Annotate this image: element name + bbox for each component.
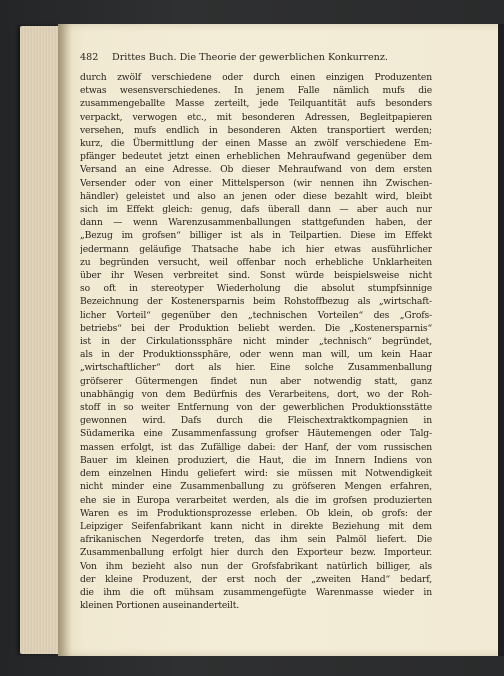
text-line: afrikanischen Negerdorfe treten, das ihm sein Palmöl liefert. Die <box>80 534 432 546</box>
text-line: dem einzelnen Hindu geliefert wird: sie müssen mit Notwendigkeit <box>80 468 432 480</box>
text-line: über ihr Wesen verbreitet sind. Sonst würde beispielsweise nicht <box>80 270 432 282</box>
text-line: händler) geleistet und also an jenen oder diese bezahlt wird, bleibt <box>80 190 432 202</box>
text-line: pfänger bedeutet jetzt einen erheblichen Mehraufwand gegenüber dem <box>80 151 432 163</box>
text-line: kurz, die Übermittlung der einen Masse an zwölf verschiedene Em- <box>80 138 432 150</box>
text-line: „wirtschaftlicher“ dort als hier. Eine solche Zusammenballung <box>80 362 432 374</box>
text-line: gewonnen wird. Dafs durch die Fleischextraktkompagnien in <box>80 415 432 427</box>
text-line: sich im Effekt gleich: genug, dafs überall dann — aber auch nur <box>80 204 432 216</box>
text-line: ist in der Cirkulationssphäre nicht minder „technisch“ begründet, <box>80 336 432 348</box>
text-line: Versender oder von einer Mittelsperson (wir nennen ihn Zwischen- <box>80 177 432 189</box>
text-line: licher Vorteil“ gegenüber den „technischen Vorteilen“ des „Grofs- <box>80 309 432 321</box>
text-line: als in der Produktionssphäre, oder wenn man will, um kein Haar <box>80 349 432 361</box>
text-line: Bauer im kleinen produziert, die Haut, die im Innern Indiens von <box>80 454 432 466</box>
text-line: der kleine Produzent, der erst noch der „zweiten Hand“ bedarf, <box>80 573 432 585</box>
text-line: betriebs“ bei der Produktion beliebt werden. Die „Kostenersparnis“ <box>80 322 432 334</box>
text-line: Leipziger Seifenfabrikant kann nicht in direkte Beziehung mit dem <box>80 520 432 532</box>
text-line: etwas wesensverschiedenes. In jenem Falle nämlich mufs die <box>80 85 432 97</box>
text-line: zu begründen versucht, weil offenbar noch erhebliche Unklarheiten <box>80 256 432 268</box>
text-line: gröfserer Gütermengen findet nun aber notwendig statt, ganz <box>80 375 432 387</box>
text-line: „Bezug im grofsen“ billiger ist als in Teilpartien. Diese im Effekt <box>80 230 432 242</box>
text-line: ehe sie in Europa verarbeitet werden, als die im grofsen produzierten <box>80 494 432 506</box>
text-line: Waren es im Produktionsprozesse erleben. Ob klein, ob grofs: der <box>80 507 432 519</box>
running-title: Drittes Buch. Die Theorie der gewerblichen Konkurrenz. <box>112 52 388 63</box>
text-line: kleinen Portionen auseinanderteilt. <box>80 600 240 612</box>
gutter-shadow <box>58 24 72 656</box>
text-line: Südamerika eine Zusammenfassung grofser Häutemengen oder Talg- <box>80 428 432 440</box>
text-line: dann — wenn Warenzusammenballungen stattgefunden haben, der <box>80 217 432 229</box>
text-line: Versand an eine Adresse. Ob dieser Mehraufwand von dem ersten <box>80 164 432 176</box>
text-line: verpackt, verwogen etc., mit besonderen Adressen, Begleitpapieren <box>80 111 432 123</box>
text-line: durch zwölf verschiedene oder durch einen einzigen Produzenten <box>80 72 432 83</box>
text-line: Von ihm bezieht also nun der Grofsfabrikant natürlich billiger, als <box>80 560 432 572</box>
text-line: die ihm die oft mühsam zusammengefügte Warenmasse wieder in <box>80 586 432 598</box>
page-number: 482 <box>80 52 99 63</box>
text-line: jedermann geläufige Thatsache habe ich hier etwas ausführlicher <box>80 243 432 255</box>
text-line: nicht minder eine Zusammenballung zu gröfseren Mengen erfahren, <box>80 481 432 493</box>
text-line: Zusammenballung erfolgt hier durch den Exporteur bezw. Importeur. <box>80 547 432 559</box>
running-header <box>80 52 390 63</box>
text-line: zusammengeballte Masse zerteilt, jede Teilquantität aufs besonders <box>80 98 432 110</box>
page-stack-edge <box>20 26 60 654</box>
body-text <box>80 71 432 612</box>
text-line: stoff in so weiter Entfernung von der gewerblichen Produktionsstätte <box>80 402 432 414</box>
text-line: so oft in stereotyper Wiederholung die absolut stumpfsinnige <box>80 283 432 295</box>
text-line: versehen, mufs endlich in besonderen Akten transportiert werden; <box>80 124 432 136</box>
text-line: unabhängig von dem Bedürfnis des Verarbeitens, dort, wo der Roh- <box>80 388 432 400</box>
text-line: Bezeichnung der Kostenersparnis beim Rohstoffbezug als „wirtschaft- <box>80 296 432 308</box>
text-line: massen erfolgt, ist das Zufällige dabei: der Hanf, der vom russischen <box>80 441 432 453</box>
right-edge <box>498 24 504 656</box>
